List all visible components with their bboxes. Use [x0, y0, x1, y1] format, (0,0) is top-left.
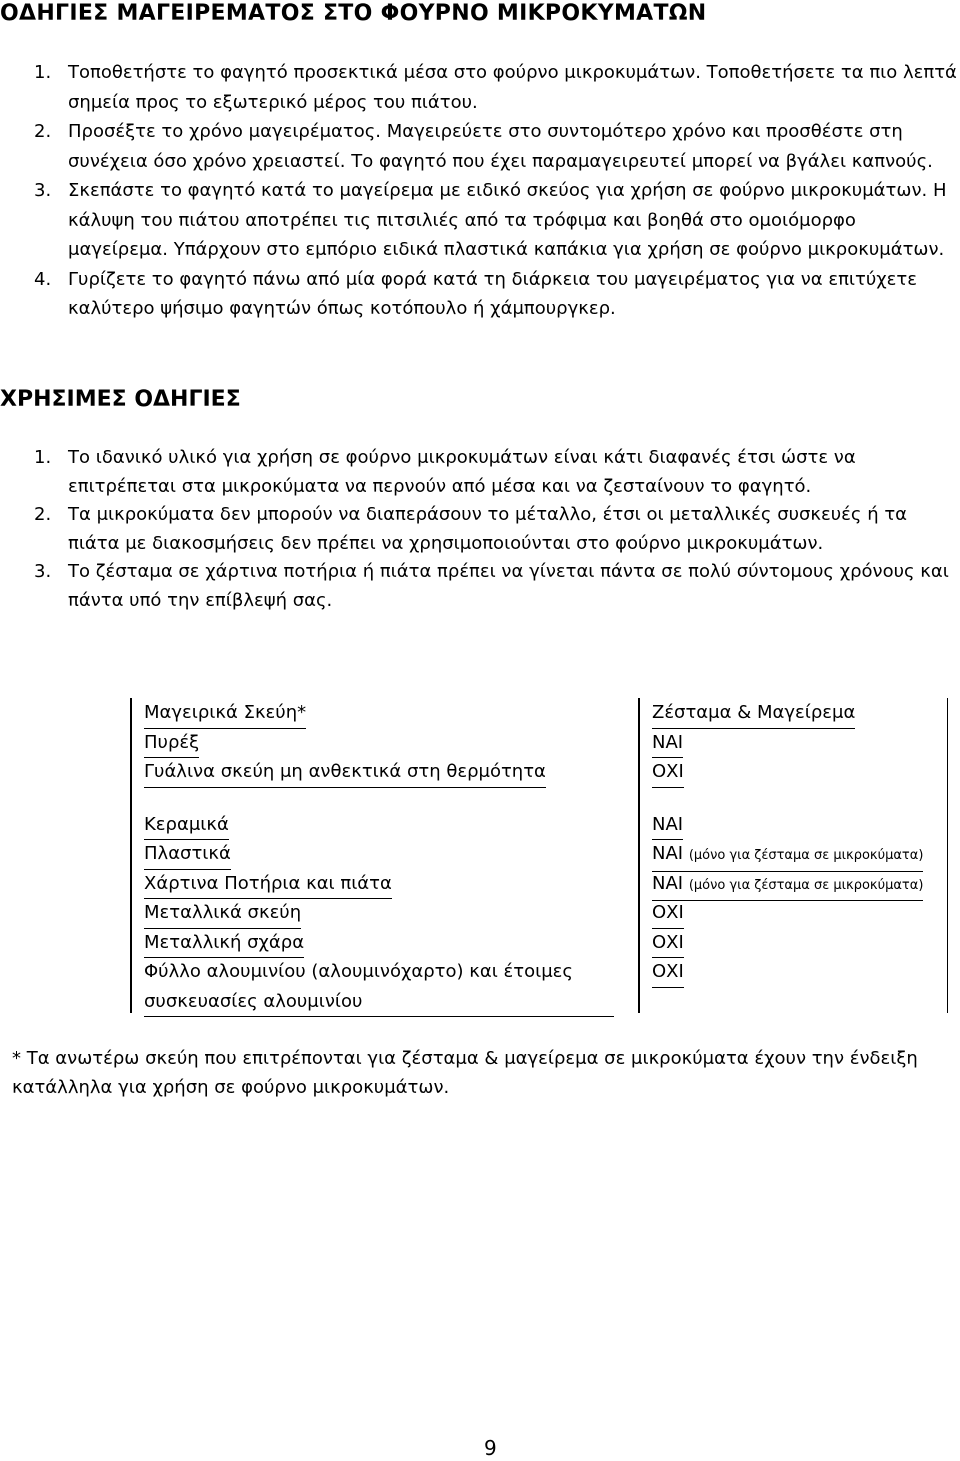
cookware-name: Μεταλλική σχάρα — [144, 928, 304, 959]
cookware-name: Χάρτινα Ποτήρια και πιάτα — [144, 869, 392, 900]
cookware-value: ΝΑΙ (μόνο για ζέσταμα σε μικροκύματα) — [652, 869, 923, 902]
list-item — [0, 176, 960, 265]
item-number: 1. — [34, 447, 52, 468]
list-item — [0, 501, 960, 558]
table-row — [130, 810, 948, 840]
list-item — [0, 265, 960, 324]
list-item — [0, 444, 960, 501]
item-text: Τοποθετήστε το φαγητό προσεκτικά μέσα στο φούρνο μικροκυμάτων. Τοποθετήσετε τα πιο λεπτά σημεία προς το εξωτερικό μέρος του πιάτου. — [68, 62, 957, 113]
item-number: 1. — [34, 62, 52, 83]
table-row — [130, 957, 948, 1013]
header-left: Μαγειρικά Σκεύη* — [144, 698, 306, 729]
table-row — [130, 869, 948, 899]
table-row — [130, 839, 948, 869]
cookware-name: Πλαστικά — [144, 839, 231, 870]
cookware-name: Κεραμικά — [144, 810, 229, 841]
table-row — [130, 928, 948, 958]
useful-tips-list — [0, 444, 960, 615]
section-title: ΧΡΗΣΙΜΕΣ ΟΔΗΓΙΕΣ — [0, 387, 241, 412]
item-number: 3. — [34, 561, 52, 582]
table-header-row — [130, 698, 948, 728]
item-text: Προσέξτε το χρόνο μαγειρέματος. Μαγειρεύετε στο συντομότερο χρόνο και προσθέστε στη συνέχεια όσο χρόνο χρειαστεί. Το φαγητό που έχει παραμαγειρευτεί μπορεί να βγάλει καπνούς. — [68, 121, 933, 172]
table-row — [130, 757, 948, 787]
table-gap — [130, 787, 948, 810]
item-number: 3. — [34, 180, 52, 201]
item-number: 4. — [34, 268, 52, 290]
list-item — [0, 558, 960, 615]
footnote: * Τα ανωτέρω σκεύη που επιτρέπονται για ζέσταμα & μαγείρεμα σε μικροκύματα έχουν την ένδειξη κατάλληλα για χρήση σε φούρνο μικροκυμάτων. — [12, 1048, 918, 1098]
cookware-name: Πυρέξ — [144, 728, 199, 759]
cookware-note: (μόνο για ζέσταμα σε μικροκύματα) — [688, 877, 924, 893]
item-text: Το ζέσταμα σε χάρτινα ποτήρια ή πιάτα πρέπει να γίνεται πάντα σε πολύ σύντομους χρόνους και πάντα υπό την επίβλεψή σας. — [68, 561, 949, 611]
cookware-note: (μόνο για ζέσταμα σε μικροκύματα) — [688, 848, 924, 863]
list-item — [0, 117, 960, 176]
cookware-name: Μεταλλικά σκεύη — [144, 898, 301, 929]
table-row — [130, 898, 948, 928]
cookware-name: Φύλλο αλουμινίου (αλουμινόχαρτο) και έτοιμες συσκευασίες αλουμινίου — [144, 957, 614, 1017]
cookware-table — [130, 698, 948, 1013]
header-right: Ζέσταμα & Μαγείρεμα — [652, 698, 855, 729]
item-text: Γυρίζετε το φαγητό πάνω από μία φορά κατά τη διάρκεια του μαγειρέματος για να επιτύχετε καλύτερο ψήσιμο φαγητών όπως κοτόπουλο ή χάμπουργκερ. — [68, 268, 917, 319]
cookware-value: ΟΧΙ — [652, 757, 684, 788]
item-text: Τα μικροκύματα δεν μπορούν να διαπεράσουν το μέταλλο, έτσι οι μεταλλικές συσκευές ή τα πιάτα με διακοσμήσεις δεν πρέπει να χρησιμοποιούνται στο φούρνο μικροκυμάτων. — [68, 504, 908, 554]
cookware-value: ΝΑΙ — [652, 728, 683, 759]
item-text: Το ιδανικό υλικό για χρήση σε φούρνο μικροκυμάτων είναι κάτι διαφανές έτσι ώστε να επιτρέπεται στα μικροκύματα να περνούν από μέσα και να ζεσταίνουν το φαγητό. — [68, 447, 856, 497]
cooking-steps-list — [0, 58, 960, 324]
list-item — [0, 58, 960, 117]
cookware-name: Γυάλινα σκεύη μη ανθεκτικά στη θερμότητα — [144, 757, 546, 788]
cookware-value: ΝΑΙ — [652, 810, 683, 841]
table-row — [130, 728, 948, 758]
cookware-value: ΟΧΙ — [652, 928, 684, 959]
cookware-value: ΟΧΙ — [652, 957, 684, 988]
page-title: ΟΔΗΓΙΕΣ ΜΑΓΕΙΡΕΜΑΤΟΣ ΣΤΟ ΦΟΥΡΝΟ ΜΙΚΡΟΚΥΜΑΤΩΝ — [0, 1, 707, 26]
item-number: 2. — [34, 121, 52, 142]
cookware-value: ΝΑΙ (μόνο για ζέσταμα σε μικροκύματα) — [652, 839, 923, 872]
cookware-value: ΟΧΙ — [652, 898, 684, 929]
page-number: 9 — [484, 1436, 497, 1460]
item-number: 2. — [34, 504, 52, 525]
item-text: Σκεπάστε το φαγητό κατά το μαγείρεμα με ειδικό σκεύος για χρήση σε φούρνο μικροκυμάτων. Η κάλυψη του πιάτου αποτρέπει τις πιτσιλιές από τα τρόφιμα και βοηθά στο ομοιόμορφο μαγείρεμα. Υπάρχουν στο εμπόριο ειδικά πλαστικά καπάκια για χρήση σε φούρνο μικροκυμάτων. — [68, 180, 947, 260]
